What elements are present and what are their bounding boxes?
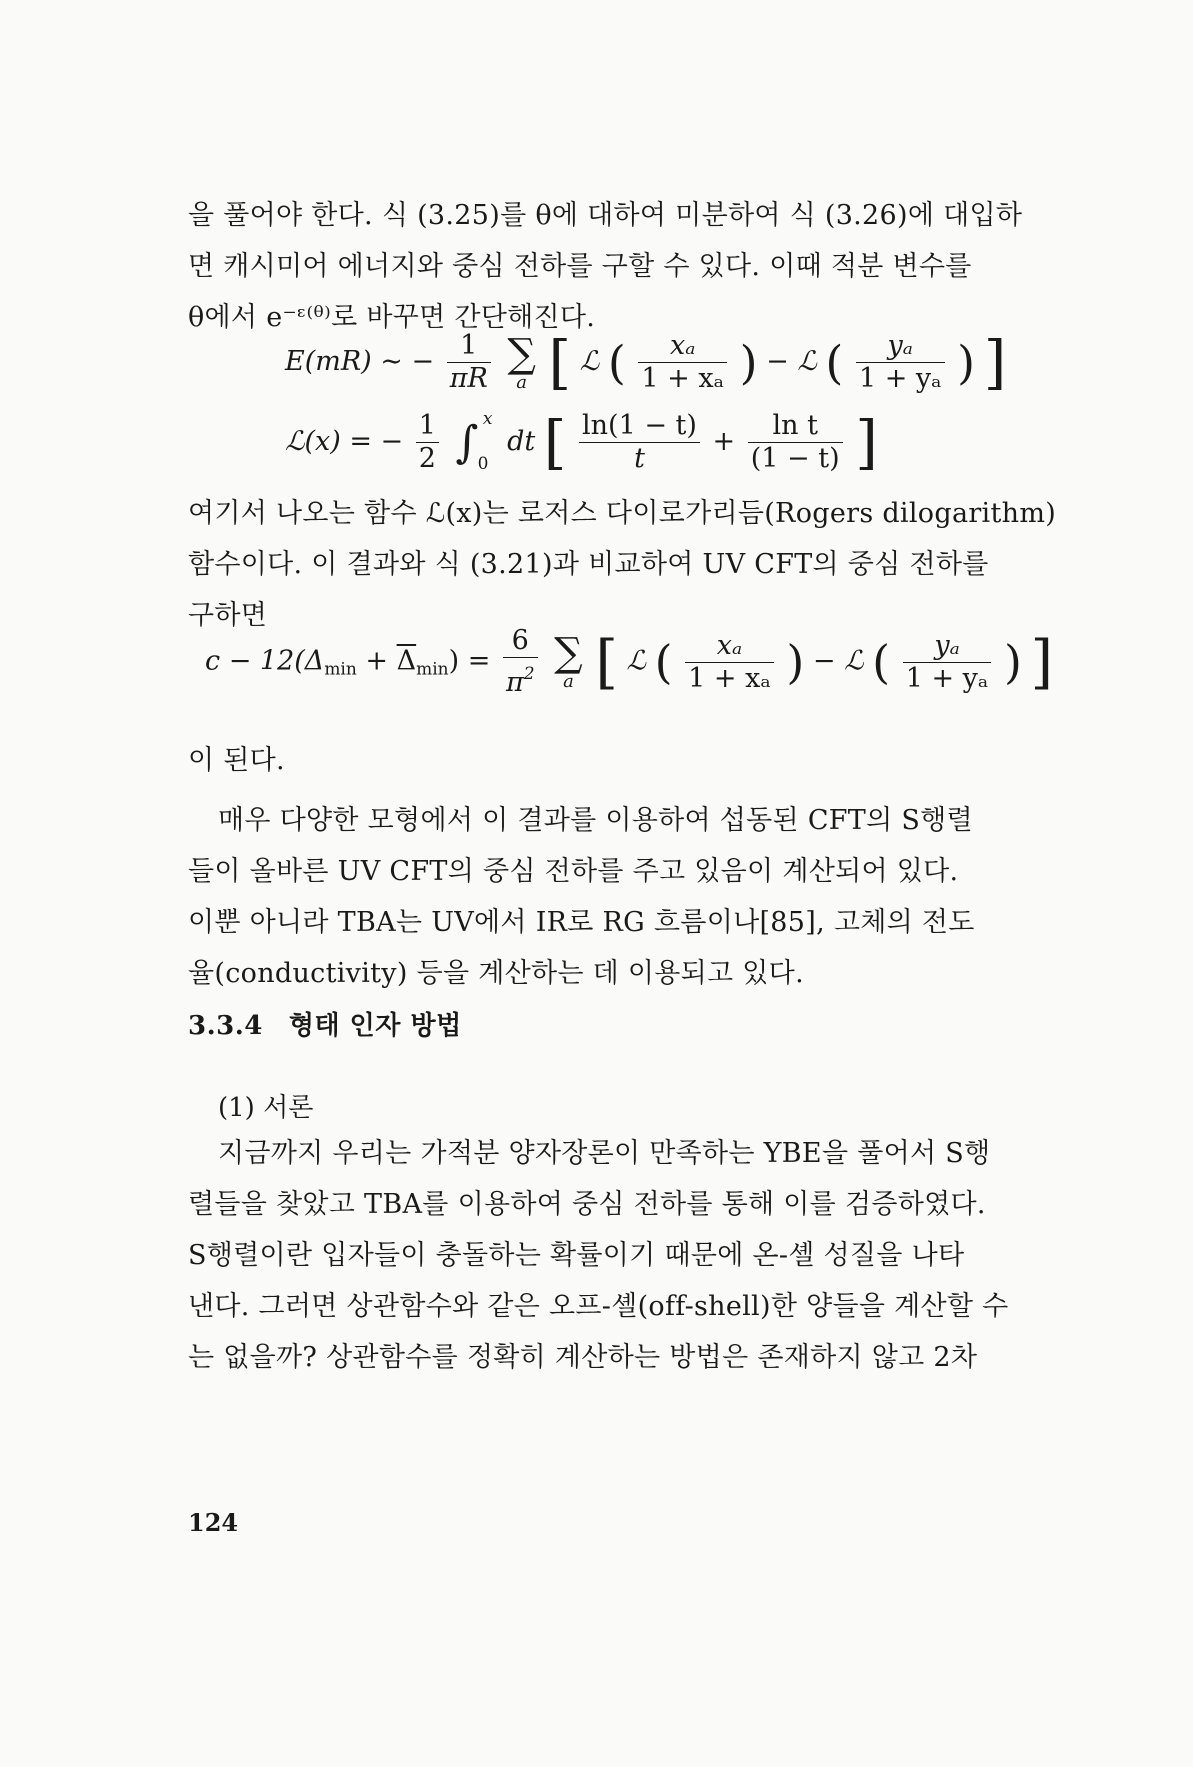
section-title: 형태 인자 방법 bbox=[288, 1011, 462, 1041]
eq1-fraction-x: $\frac{\text{xₐ}}{\text{1 + xₐ}}$ bbox=[638, 330, 727, 395]
section-number: 3.3.4 bbox=[188, 1011, 263, 1041]
eq3-fraction-x: $\frac{\text{xₐ}}{\text{1 + xₐ}}$ bbox=[685, 630, 774, 695]
paragraph-3 bbox=[188, 735, 1048, 786]
eq2-fraction-2: $\frac{\text{ln t}}{(1 - t)}$ bbox=[748, 410, 843, 475]
sum-symbol: ∑ a bbox=[554, 630, 583, 692]
sum-symbol: ∑ a bbox=[507, 330, 536, 393]
text-line: 는 없을까? 상관함수를 정확히 계산하는 방법은 존재하지 않고 2차 bbox=[188, 1342, 978, 1373]
equation-central-charge: $c - 12(\Delta\min + \overline{\Delta}\min)$ = $\frac{6}{\pi^2}$ ∑ a [ ℒ ( $\frac{\text{xₐ}}{\text{1 + xₐ}}$ ) − ℒ ( $\frac{\text{yₐ}}{\text{1 + yₐ}}$ ) ] bbox=[205, 625, 1054, 698]
eq1-coefficient: $\frac{1}{\pi R}$ bbox=[447, 330, 491, 395]
eq2-lhs: ℒ(x) = − bbox=[285, 426, 404, 457]
paragraph-2 bbox=[188, 488, 1057, 641]
equation-casimir-energy: E(mR) ∼ − $\frac{1}{\pi R}$ ∑ a [ ℒ ( $\frac{\text{xₐ}}{\text{1 + xₐ}}$ ) − ℒ ( $\frac{\text{yₐ}}{\text{1 + yₐ}}$ ) ] bbox=[285, 328, 1007, 397]
left-bracket: [ bbox=[548, 328, 572, 397]
delta-bar: $\overline{\Delta}$ bbox=[396, 645, 417, 677]
text-line: 렬들을 찾았고 TBA를 이용하여 중심 전하를 통해 이를 검증하였다. bbox=[188, 1189, 986, 1220]
subsection-heading: (1) 서론 bbox=[218, 1093, 314, 1123]
eq2-coefficient: $\frac{1}{2}$ bbox=[416, 410, 439, 475]
text-line: 면 캐시미어 에너지와 중심 전하를 구할 수 있다. 이때 적분 변수를 bbox=[188, 251, 972, 282]
right-bracket: ] bbox=[983, 328, 1007, 397]
eq3-coefficient: $\frac{6}{\pi^2}$ bbox=[503, 625, 538, 699]
text-line: 함수이다. 이 결과와 식 (3.21)과 비교하여 UV CFT의 중심 전하를 bbox=[188, 549, 989, 580]
text-line: 여기서 나오는 함수 ℒ(x)는 로저스 다이로가리듬(Rogers dilogarithm) bbox=[188, 498, 1057, 529]
text-line: 을 풀어야 한다. 식 (3.25)를 θ에 대하여 미분하여 식 (3.26)에 대입하 bbox=[188, 200, 1023, 231]
equation-rogers-dilog: ℒ(x) = − $\frac{1}{2}$ ∫ x 0 dt [ $\frac{\ln(1 - t)}{t}$ + $\frac{\text{ln t}}{(1 - t)}$ ] bbox=[285, 408, 878, 477]
paragraph-5 bbox=[188, 1128, 1048, 1383]
text-line: 율(conductivity) 등을 계산하는 데 이용되고 있다. bbox=[188, 958, 804, 989]
text-line: 구하면 bbox=[188, 600, 268, 631]
integral-symbol: ∫ x 0 bbox=[455, 409, 493, 474]
eq3-fraction-y: $\frac{\text{yₐ}}{\text{1 + yₐ}}$ bbox=[903, 630, 992, 695]
text-line: 지금까지 우리는 가적분 양자장론이 만족하는 YBE을 풀어서 S행 bbox=[218, 1138, 991, 1169]
eq1-lhs: E(mR) ∼ − bbox=[285, 346, 435, 377]
paragraph-1 bbox=[188, 190, 1048, 343]
eq2-fraction-1: $\frac{\ln(1 - t)}{t}$ bbox=[579, 410, 700, 475]
paragraph-4 bbox=[188, 795, 1048, 999]
text-line: 이 된다. bbox=[188, 745, 285, 776]
eq1-fraction-y: $\frac{\text{yₐ}}{\text{1 + yₐ}}$ bbox=[856, 330, 945, 395]
text-line: 매우 다양한 모형에서 이 결과를 이용하여 섭동된 CFT의 S행렬 bbox=[218, 805, 973, 836]
rogers-L: ℒ bbox=[844, 645, 864, 677]
text-line: θ에서 e⁻ᵋ⁽ᶿ⁾로 바꾸면 간단해진다. bbox=[188, 302, 596, 333]
text-line: 낸다. 그러면 상관함수와 같은 오프-셸(off-shell)한 양들을 계산할 수 bbox=[188, 1291, 1009, 1322]
rogers-L: ℒ bbox=[579, 346, 600, 377]
left-bracket: [ bbox=[543, 408, 567, 477]
left-bracket: [ bbox=[595, 628, 618, 696]
rogers-L: ℒ bbox=[626, 645, 646, 677]
eq3-lhs: c − 12(Δ bbox=[205, 645, 325, 677]
text-line: 이뿐 아니라 TBA는 UV에서 IR로 RG 흐름이나[85], 고체의 전도 bbox=[188, 907, 975, 938]
rogers-L: ℒ bbox=[797, 346, 817, 377]
section-heading bbox=[188, 1005, 462, 1042]
text-line: S행렬이란 입자들이 충돌하는 확률이기 때문에 온-셸 성질을 나타 bbox=[188, 1240, 965, 1271]
right-bracket: ] bbox=[1030, 628, 1054, 696]
right-bracket: ] bbox=[855, 408, 878, 477]
eq2-dt: dt bbox=[507, 426, 536, 457]
text-line: 들이 올바른 UV CFT의 중심 전하를 주고 있음이 계산되어 있다. bbox=[188, 856, 959, 887]
page-number: 124 bbox=[188, 1508, 239, 1537]
